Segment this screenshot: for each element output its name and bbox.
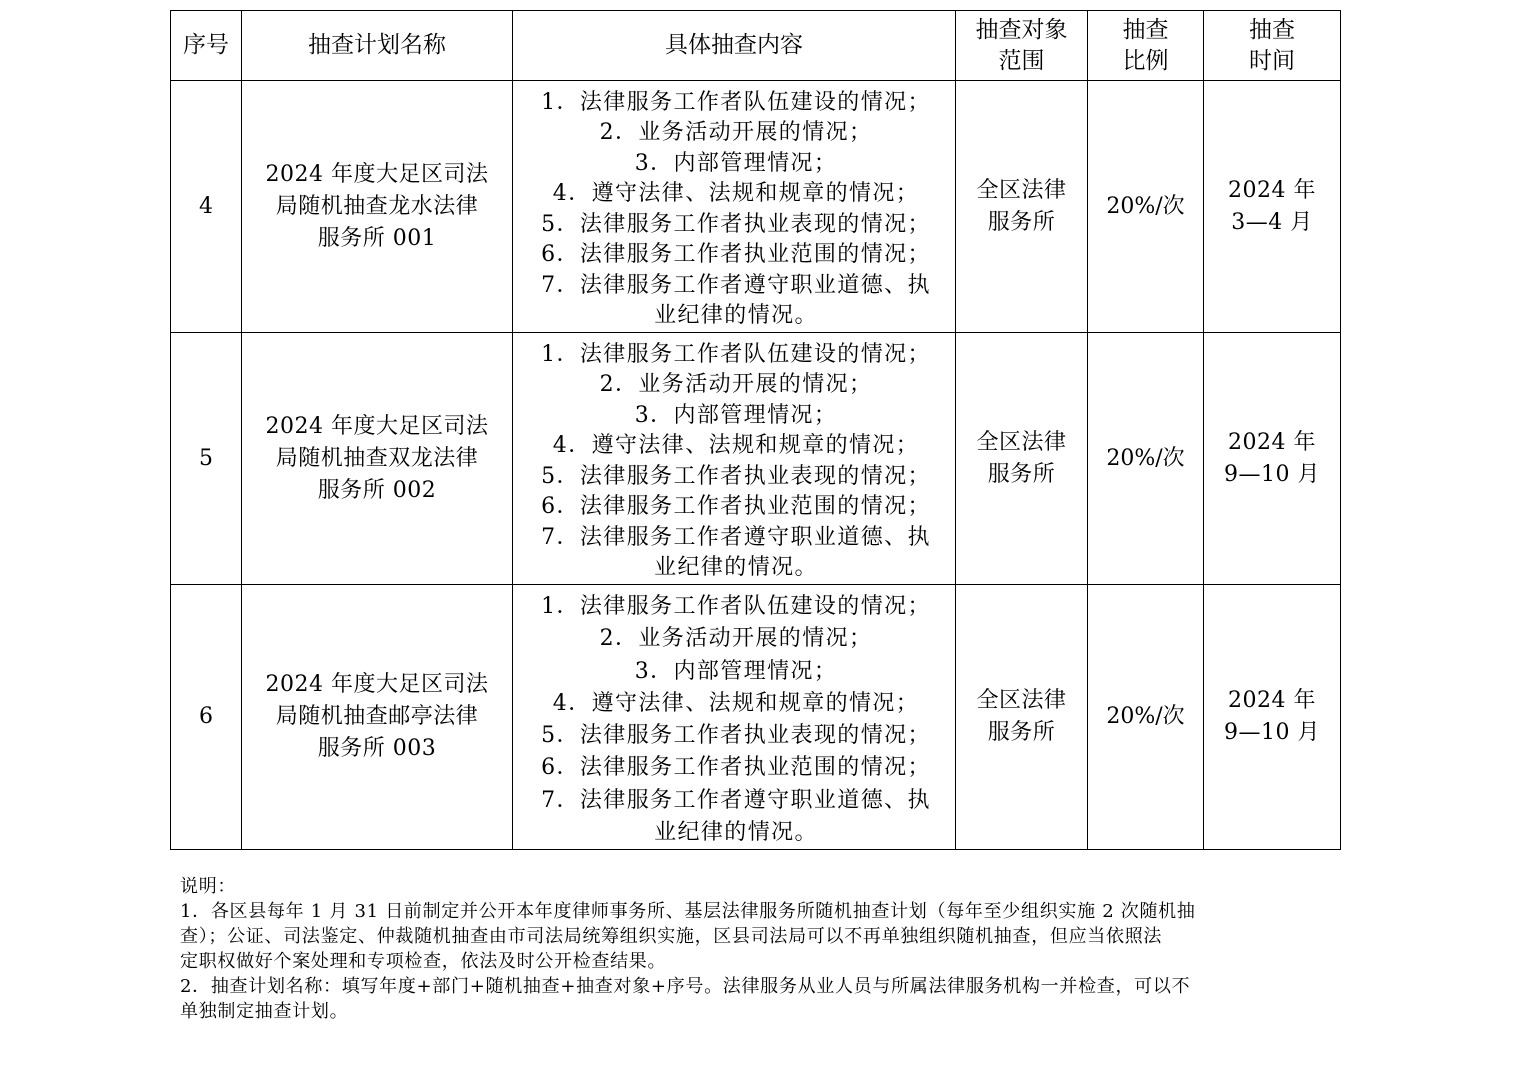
plan-name-line: 2024 年度大足区司法	[265, 161, 489, 187]
plan-name-line: 2024 年度大足区司法	[265, 672, 489, 698]
header-ratio-line: 抽查	[1122, 16, 1169, 43]
content-item: 2．业务活动开展的情况；	[599, 626, 873, 652]
plan-name-line: 局随机抽查邮亭法律	[275, 704, 479, 730]
header-seq	[171, 11, 242, 81]
time-line: 9—10 月	[1224, 461, 1320, 487]
notes-section	[180, 874, 1340, 1024]
cell-seq: 4	[171, 81, 242, 333]
time-line: 2024 年	[1228, 429, 1316, 455]
content-item: 2．业务活动开展的情况；	[599, 120, 873, 145]
scope-line: 全区法律	[976, 688, 1067, 714]
cell-time	[1204, 81, 1341, 333]
cell-scope	[956, 81, 1088, 333]
scope-line: 服务所	[987, 209, 1056, 235]
cell-scope	[956, 585, 1088, 850]
notes-line: 2．抽查计划名称：填写年度+部门+随机抽查+抽查对象+序号。法律服务从业人员与所属法律服务机构一并检查，可以不	[180, 976, 1191, 997]
content-item: 业纪律的情况。	[654, 820, 818, 846]
content-item: 7．法律服务工作者遵守职业道德、执	[541, 272, 931, 298]
plan-name-line: 2024 年度大足区司法	[265, 413, 489, 439]
content-item: 6．法律服务工作者执业范围的情况；	[541, 755, 931, 781]
content-item: 业纪律的情况。	[654, 303, 818, 328]
notes-lines	[180, 899, 1340, 1024]
header-content	[513, 11, 956, 81]
content-item: 6．法律服务工作者执业范围的情况；	[541, 494, 931, 519]
content-item: 5．法律服务工作者执业表现的情况；	[541, 723, 931, 749]
content-item: 6．法律服务工作者执业范围的情况；	[541, 242, 931, 267]
content-item: 3．内部管理情况；	[634, 658, 838, 684]
content-item: 2．业务活动开展的情况；	[599, 372, 873, 397]
table-body	[171, 81, 1341, 850]
scope-line: 全区法律	[976, 429, 1067, 455]
header-content-label: 具体抽查内容	[665, 32, 803, 58]
cell-seq: 6	[171, 585, 242, 850]
content-item: 3．内部管理情况；	[634, 150, 838, 176]
content-item: 1．法律服务工作者队伍建设的情况；	[541, 89, 931, 115]
content-item: 4．遵守法律、法规和规章的情况；	[552, 433, 920, 458]
time-line: 9—10 月	[1224, 720, 1320, 746]
scope-line: 全区法律	[976, 177, 1067, 203]
cell-scope	[956, 333, 1088, 585]
scope-line: 服务所	[987, 720, 1056, 746]
header-time	[1204, 11, 1341, 81]
plan-name-line: 局随机抽查龙水法律	[275, 193, 479, 219]
content-item: 5．法律服务工作者执业表现的情况；	[541, 463, 931, 489]
cell-ratio: 20%/次	[1088, 585, 1204, 850]
header-time-line: 时间	[1249, 47, 1295, 74]
header-time-line: 抽查	[1249, 16, 1295, 43]
content-item: 3．内部管理情况；	[634, 402, 838, 428]
cell-content	[513, 585, 956, 850]
content-item: 1．法律服务工作者队伍建设的情况；	[541, 341, 931, 367]
notes-line: 1．各区县每年 1 月 31 日前制定并公开本年度律师事务所、基层法律服务所随机抽查计划（每年至少组织实施 2 次随机抽	[180, 901, 1196, 922]
plan-name-line: 服务所 002	[317, 477, 437, 503]
plan-name-line: 局随机抽查双龙法律	[275, 445, 479, 471]
cell-seq: 5	[171, 333, 242, 585]
notes-line: 定职权做好个案处理和专项检查，依法及时公开检查结果。	[180, 951, 667, 972]
content-item: 1．法律服务工作者队伍建设的情况；	[541, 594, 931, 619]
content-item: 7．法律服务工作者遵守职业道德、执	[541, 524, 931, 550]
time-line: 3—4 月	[1231, 209, 1313, 235]
time-line: 2024 年	[1228, 177, 1316, 203]
cell-content	[513, 81, 956, 333]
cell-time	[1204, 585, 1341, 850]
cell-plan-name	[242, 333, 513, 585]
table-row	[171, 81, 1341, 333]
notes-line: 单独制定抽查计划。	[180, 1001, 349, 1022]
cell-ratio: 20%/次	[1088, 333, 1204, 585]
plan-name-line: 服务所 003	[317, 736, 437, 762]
content-item: 7．法律服务工作者遵守职业道德、执	[541, 787, 931, 813]
content-item: 业纪律的情况。	[654, 555, 818, 580]
plan-name-line: 服务所 001	[317, 225, 437, 251]
header-ratio-line: 比例	[1122, 47, 1169, 74]
header-seq-label: 序号	[183, 32, 229, 58]
header-plan-name	[242, 11, 513, 81]
time-line: 2024 年	[1228, 688, 1316, 714]
content-item: 4．遵守法律、法规和规章的情况；	[552, 690, 920, 716]
notes-title: 说明：	[180, 876, 237, 897]
content-item: 4．遵守法律、法规和规章的情况；	[552, 181, 920, 206]
cell-ratio: 20%/次	[1088, 81, 1204, 333]
notes-line: 查）；公证、司法鉴定、仲裁随机抽查由市司法局统筹组织实施，区县司法局可以不再单独组织随机抽查，但应当依照法	[180, 926, 1163, 947]
cell-time	[1204, 333, 1341, 585]
header-scope-line: 范围	[998, 47, 1045, 74]
cell-plan-name	[242, 585, 513, 850]
content-item: 5．法律服务工作者执业表现的情况；	[541, 211, 931, 237]
scope-line: 服务所	[987, 461, 1056, 487]
table-row	[171, 585, 1341, 850]
header-scope	[956, 11, 1088, 81]
inspection-plan-table	[170, 10, 1341, 850]
header-ratio	[1088, 11, 1204, 81]
header-scope-line: 抽查对象	[975, 16, 1068, 43]
cell-content	[513, 333, 956, 585]
table-header-row	[171, 11, 1341, 81]
cell-plan-name	[242, 81, 513, 333]
table-row	[171, 333, 1341, 585]
header-plan-name-label: 抽查计划名称	[308, 32, 446, 58]
